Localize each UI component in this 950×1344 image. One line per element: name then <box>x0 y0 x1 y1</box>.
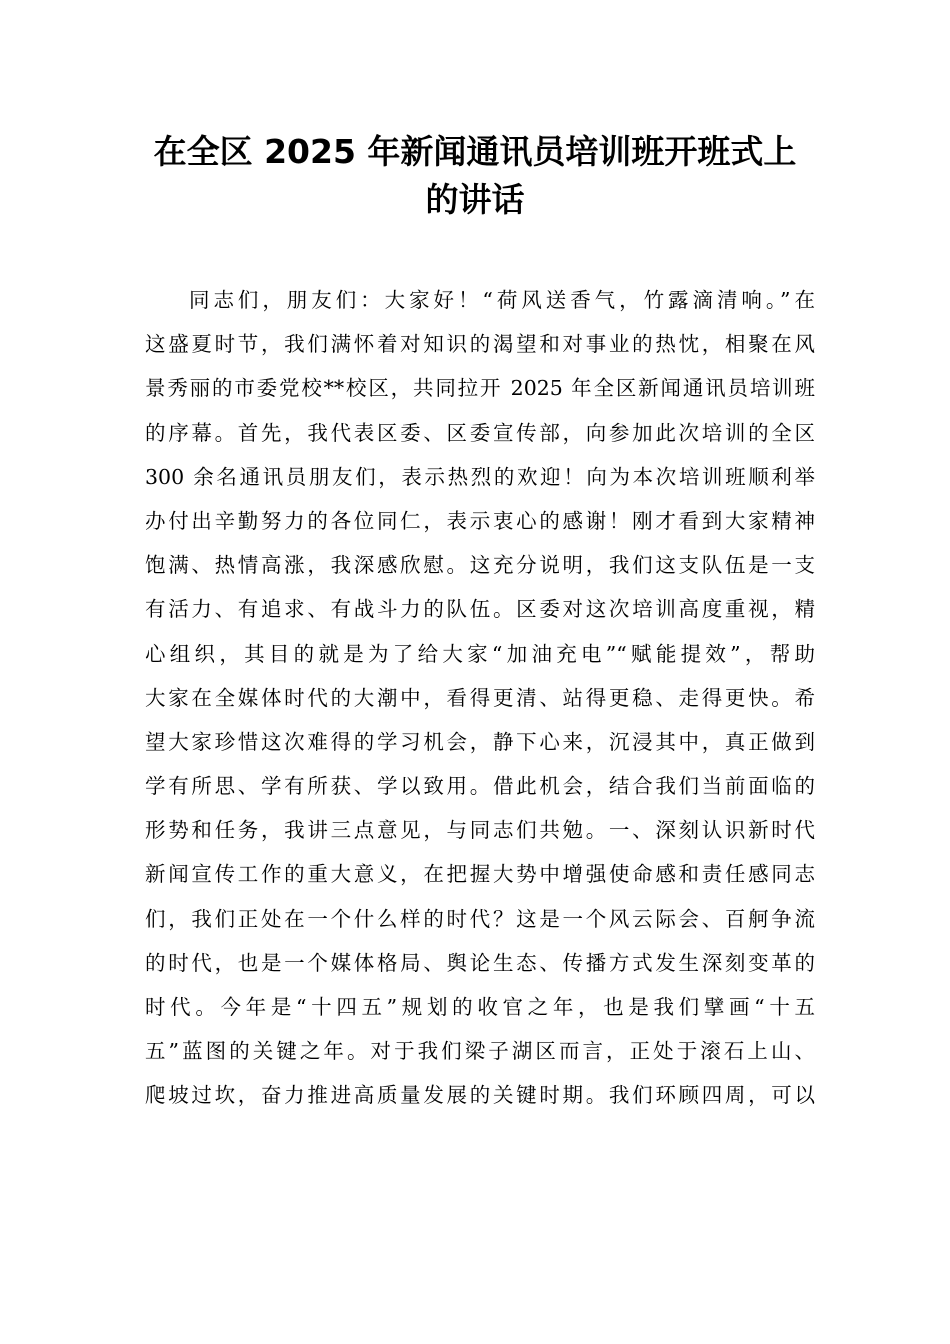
body-line: 五”蓝图的关键之年。对于我们梁子湖区而言，正处于滚石上山、 <box>145 1039 815 1064</box>
body-line: 爬坡过坎，奋力推进高质量发展的关键时期。我们环顾四周，可以 <box>145 1083 815 1108</box>
body-line: 300 余名通讯员朋友们，表示热烈的欢迎！向为本次培训班顺利举 <box>145 464 815 489</box>
body-line: 新闻宣传工作的重大意义，在把握大势中增强使命感和责任感同志 <box>145 862 815 887</box>
body-line: 的序幕。首先，我代表区委、区委宣传部，向参加此次培训的全区 <box>145 420 815 445</box>
title-line-2: 的讲话 <box>425 180 525 219</box>
body-line: 的时代，也是一个媒体格局、舆论生态、传播方式发生深刻变革的 <box>145 950 815 975</box>
body-line: 时代。今年是“十四五”规划的收官之年，也是我们擘画“十五 <box>145 995 815 1019</box>
title-line-1: 在全区 2025 年新闻通讯员培训班开班式上 <box>153 132 797 171</box>
body-line: 学有所思、学有所获、学以致用。借此机会，结合我们当前面临的 <box>145 774 815 799</box>
body-line: 望大家珍惜这次难得的学习机会，静下心来，沉浸其中，真正做到 <box>145 729 815 754</box>
body-line: 景秀丽的市委党校**校区，共同拉开 2025 年全区新闻通讯员培训班 <box>145 376 815 401</box>
body-line: 心组织，其目的就是为了给大家“加油充电”“赋能提效”，帮助 <box>145 641 815 666</box>
document-title <box>140 128 810 224</box>
body-line: 们，我们正处在一个什么样的时代？这是一个风云际会、百舸争流 <box>145 906 815 931</box>
document-body <box>145 278 815 1118</box>
body-line: 同志们，朋友们：大家好！“荷风送香气，竹露滴清响。”在 <box>189 288 815 312</box>
body-line: 大家在全媒体时代的大潮中，看得更清、站得更稳、走得更快。希 <box>145 685 815 710</box>
body-line: 饱满、热情高涨，我深感欣慰。这充分说明，我们这支队伍是一支 <box>145 553 815 578</box>
body-line: 形势和任务，我讲三点意见，与同志们共勉。一、深刻认识新时代 <box>145 818 815 843</box>
body-line: 办付出辛勤努力的各位同仁，表示衷心的感谢！刚才看到大家精神 <box>145 508 815 533</box>
body-line: 有活力、有追求、有战斗力的队伍。区委对这次培训高度重视，精 <box>145 597 815 622</box>
body-line: 这盛夏时节，我们满怀着对知识的渴望和对事业的热忱，相聚在风 <box>145 332 815 357</box>
